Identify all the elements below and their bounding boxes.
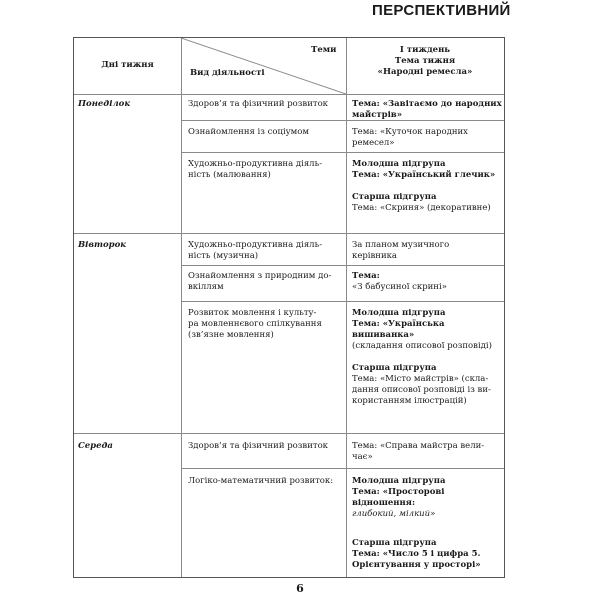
day-monday: Понеділок — [78, 99, 131, 109]
topic-cell: Молодша підгрупа Тема: «Український глечик» Старша підгрупа Тема: «Скриня» (декоративне) — [352, 159, 496, 213]
topic-cell: Тема: «З бабусиної скрині» — [352, 271, 447, 292]
activity-cell: Здоров’я та фізичний розвиток — [188, 441, 328, 451]
topic-of-week-label: Тема тижня — [394, 56, 456, 66]
activity-cell: Художньо-продуктивна діяль- ність (музична) — [188, 240, 323, 261]
topic-cell: За планом музичного керівника — [352, 240, 450, 261]
day-wednesday: Середа — [78, 441, 113, 451]
plan-table — [73, 37, 505, 578]
day-tuesday: Вівторок — [78, 240, 127, 250]
topics-header: Теми — [311, 45, 337, 55]
topic-cell: Тема: «Завітаємо до народних майстрів» — [352, 99, 502, 120]
activity-cell: Ознайомлення із соціумом — [188, 127, 310, 137]
col-divider-2 — [346, 38, 347, 577]
day-divider — [74, 433, 504, 434]
week-header: І тиждень — [399, 45, 451, 55]
col-divider-1 — [181, 38, 182, 577]
activity-header: Вид діяльності — [190, 68, 265, 78]
header-divider — [74, 94, 504, 95]
row-divider — [181, 301, 504, 302]
activity-cell: Ознайомлення з природним до- вкіллям — [188, 271, 332, 292]
topic-cell: Тема: «Куточок народних ремесел» — [352, 127, 468, 148]
topic-cell: Молодша підгрупа Тема: «Просторові відношення: глибокий, мілкий» Старша підгрупа Тема: «Число 5 і цифра 5. Орієнтування у просторі» — [352, 476, 481, 570]
page-number: 6 — [296, 582, 304, 595]
activity-cell: Здоров’я та фізичний розвиток — [188, 99, 328, 109]
row-divider — [181, 152, 504, 153]
row-divider — [181, 265, 504, 266]
days-column-header: Дні тижня — [101, 60, 154, 70]
activity-cell: Логіко-математичний розвиток: — [188, 476, 334, 486]
week-theme: «Народні ремесла» — [377, 67, 473, 77]
activity-cell: Художньо-продуктивна діяль- ність (малювання) — [188, 159, 323, 180]
day-divider — [74, 233, 504, 234]
topic-cell: Тема: «Справа майстра вели- чає» — [352, 441, 485, 462]
row-divider — [181, 468, 504, 469]
topic-cell: Молодша підгрупа Тема: «Українська вишиванка» (складання описової розповіді) Старша підгрупа Тема: «Місто майстрів» (скла- дання описової розповіді із ви- користанням ілюстрацій) — [352, 308, 492, 406]
page-title: ПЕРСПЕКТИВНИЙ — [372, 2, 511, 19]
activity-cell: Розвиток мовлення і культу- ра мовленнєвого спілкування (зв’язне мовлення) — [188, 308, 322, 340]
